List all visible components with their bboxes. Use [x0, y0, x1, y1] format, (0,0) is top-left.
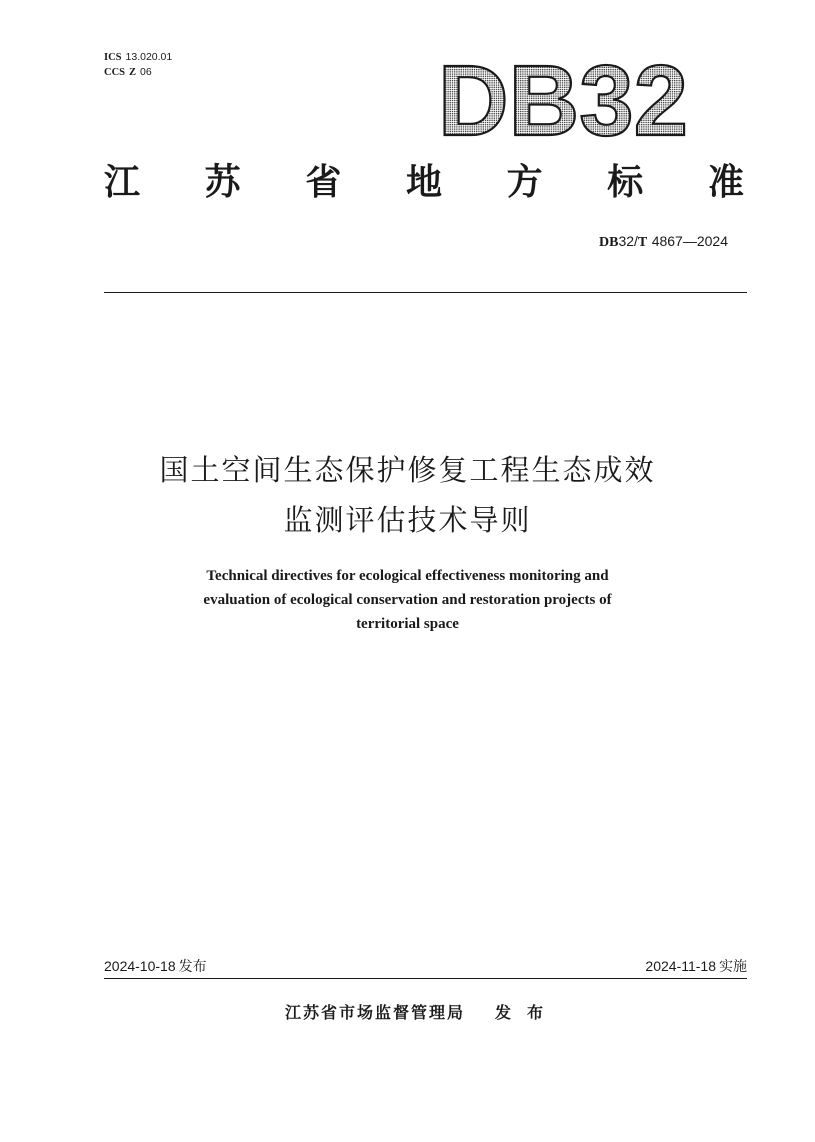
db32-logo-text: DB32 [438, 45, 688, 152]
title-english-line-2: evaluation of ecological conservation and restoration projects of [203, 592, 612, 608]
title-english-line-3: territorial space [356, 616, 459, 632]
ccs-label: CCS [104, 67, 126, 78]
classification-codes [104, 50, 172, 80]
title-chinese-line-1: 国土空间生态保护修复工程生态成效 [159, 453, 656, 487]
publisher-name: 江苏省市场监督管理局 [285, 1003, 466, 1022]
standard-type-char: 准 [707, 162, 744, 203]
standard-type-char: 省 [305, 162, 342, 203]
ics-value: 13.020.01 [125, 51, 173, 63]
publisher [285, 1002, 559, 1024]
dates-row [104, 956, 747, 977]
standard-number [599, 232, 728, 252]
ccs-prefix: Z [129, 67, 137, 78]
standard-type-char: 地 [405, 162, 442, 203]
publisher-action: 发布 [495, 1003, 560, 1022]
standard-number-prefix: DB [598, 235, 619, 250]
issue-date-value: 2024-10-18 [104, 958, 176, 974]
issue-date-label: 发布 [178, 959, 207, 975]
standard-number-region: 32/ [618, 233, 638, 249]
standard-type-char: 苏 [204, 162, 241, 203]
standard-number-suffix: T [637, 235, 648, 250]
standard-type-char: 标 [607, 162, 644, 203]
ics-label: ICS [104, 52, 122, 63]
effective-date-value: 2024-11-18 [645, 958, 716, 974]
effective-date-label: 实施 [719, 959, 747, 975]
ccs-value: 06 [140, 66, 152, 78]
footer-divider [104, 978, 747, 979]
ccs-code [104, 65, 172, 80]
ics-code [104, 50, 172, 65]
db32-logo [436, 40, 691, 152]
standard-type-char: 江 [104, 162, 141, 203]
standard-type [104, 160, 744, 206]
standard-type-char: 方 [506, 162, 543, 203]
header-divider [104, 292, 747, 293]
title-english-line-1: Technical directives for ecological effectiveness monitoring and [206, 568, 609, 584]
issue-date [104, 956, 207, 977]
title-chinese-line-2: 监测评估技术导则 [283, 503, 532, 537]
db32-logo-graphic [436, 40, 691, 152]
standard-number-value: 4867—2024 [651, 233, 728, 249]
title-chinese [60, 445, 755, 545]
title-english [110, 564, 705, 636]
effective-date [645, 956, 747, 977]
